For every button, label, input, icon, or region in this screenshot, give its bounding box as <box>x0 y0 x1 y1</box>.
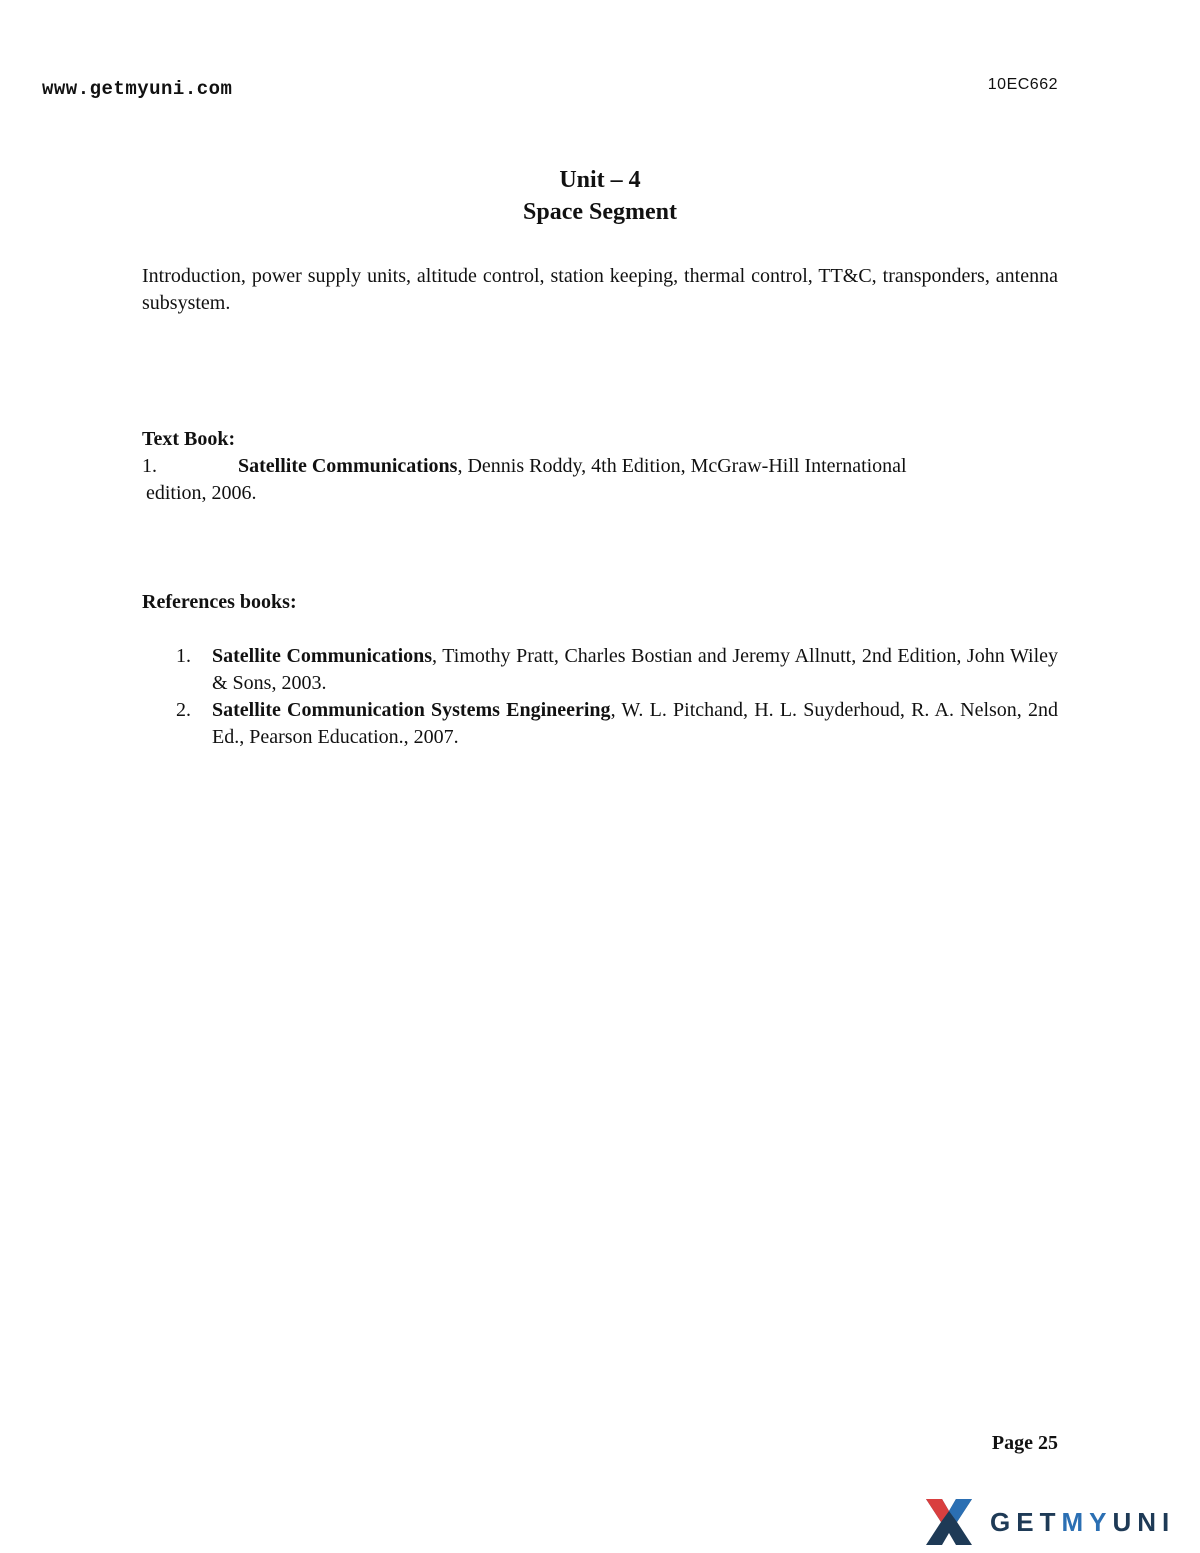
course-code: 10EC662 <box>987 76 1058 93</box>
logo-mark-icon <box>926 1495 972 1549</box>
reference-item-details: , W. L. Pitchand, H. L. Suyderhoud, R. A. Nelson, 2nd Ed., Pearson Education., 2007. <box>212 699 1058 748</box>
page-number: Page 25 <box>991 1432 1058 1454</box>
references-section <box>142 589 1058 751</box>
reference-item <box>142 697 1058 751</box>
text-book-item-line2: edition, 2006. <box>146 482 257 504</box>
text-book-item-title: Satellite Communications <box>238 455 458 477</box>
reference-item-number: 2. <box>176 699 191 721</box>
logo-wordmark: GETMYUNI <box>990 1506 1176 1537</box>
reference-item-title: Satellite Communications <box>212 645 433 667</box>
reference-item-text <box>212 697 1058 751</box>
reference-item-number: 1. <box>176 645 191 667</box>
text-book-item-number: 1. <box>142 455 157 477</box>
references-list <box>142 643 1058 751</box>
getmyuni-logo <box>926 1494 1175 1550</box>
title-block <box>0 164 1200 228</box>
reference-item <box>142 643 1058 697</box>
unit-name: Space Segment <box>523 199 677 225</box>
syllabus-paragraph: Introduction, power supply units, altitude control, station keeping, thermal control, TT&C, transponders, antenna subsystem. <box>142 265 1058 314</box>
text-book-heading: Text Book: <box>142 428 236 450</box>
text-book-item-line1 <box>238 453 1058 480</box>
text-book-section <box>142 426 1058 507</box>
reference-item-title: Satellite Communication Systems Engineering <box>212 699 611 721</box>
syllabus-text <box>142 263 1058 317</box>
text-book-item <box>142 453 1058 480</box>
text-book-item-details: , Dennis Roddy, 4th Edition, McGraw-Hill International <box>457 455 907 477</box>
unit-title: Unit – 4 <box>559 167 641 193</box>
header-url: www.getmyuni.com <box>42 78 233 100</box>
reference-item-details: , Timothy Pratt, Charles Bostian and Jeremy Allnutt, 2nd Edition, John Wiley & Sons, 2003. <box>212 645 1059 694</box>
reference-item-text <box>212 643 1058 697</box>
references-heading: References books: <box>142 591 297 613</box>
